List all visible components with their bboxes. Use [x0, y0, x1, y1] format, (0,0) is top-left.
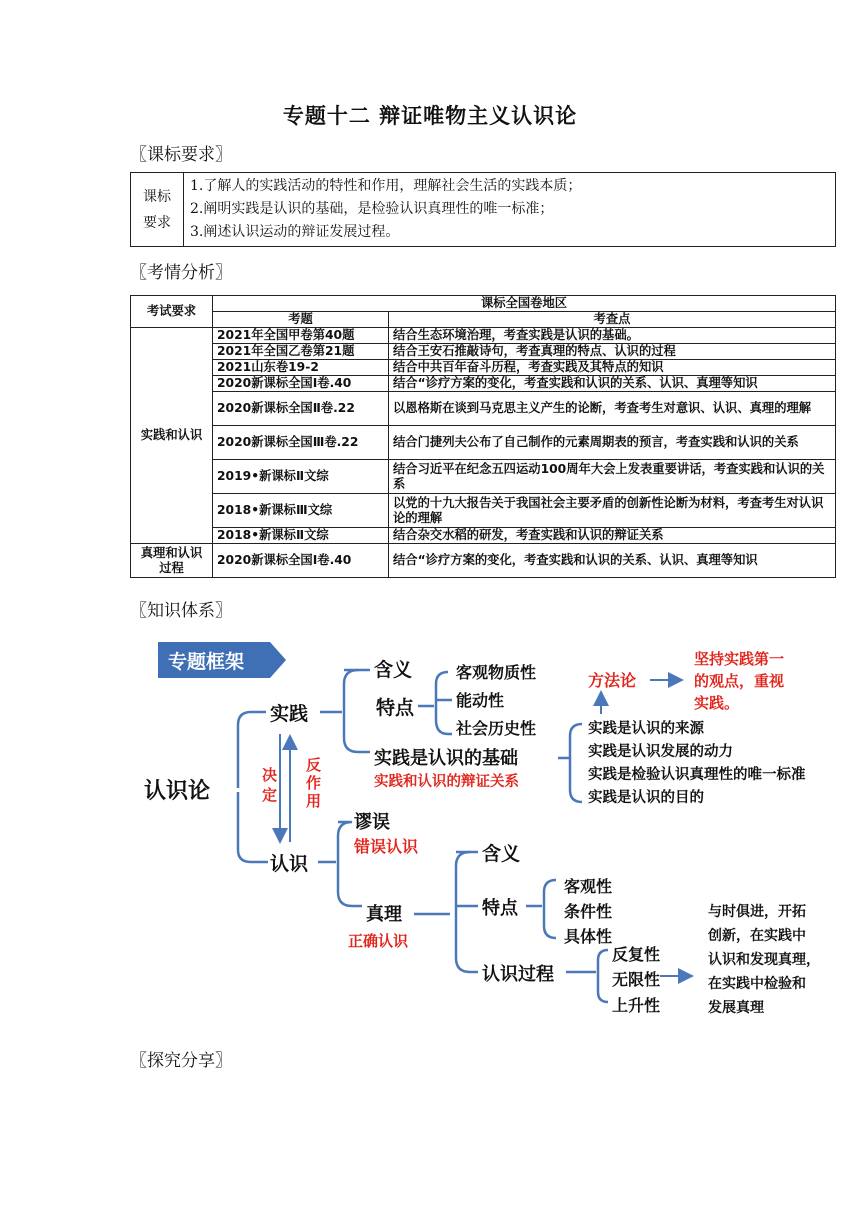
basis-item: 实践是认识发展的动力: [588, 744, 733, 760]
topic-cell: 2021山东卷19-2: [213, 360, 389, 376]
point-cell: 结合习近平在纪念五四运动100周年大会上发表重要讲话，考查实践和认识的关系: [389, 460, 836, 494]
react-label: 反作用: [306, 756, 322, 810]
knowledge-diagram: [130, 630, 836, 1025]
table-row: [131, 344, 836, 360]
process-item: 无限性: [612, 970, 661, 989]
point-cell: 结合中共百年奋斗历程，考查实践及其特点的知识: [389, 360, 836, 376]
fallacy-subtitle: 错误认识: [354, 837, 419, 856]
banner-label: 专题框架: [168, 651, 245, 673]
table-row: [131, 360, 836, 376]
topic-cell: 2020新课标全国Ⅲ卷.22: [213, 426, 389, 460]
table-row: [131, 426, 836, 460]
point-cell: 结合“诊疗方案的变化，考查实践和认识的关系、认识、真理等知识: [389, 544, 836, 578]
topic-cell: 2018•新课标Ⅱ文综: [213, 528, 389, 544]
section-curriculum-heading: 〖课标要求〗: [130, 145, 232, 165]
basis-item: 实践是认识的目的: [588, 790, 704, 806]
truth-features: 特点: [482, 898, 518, 919]
point-cell: 以党的十九大报告关于我国社会主要矛盾的创新性论断为材料，考查考生对认识论的理解: [389, 494, 836, 528]
point-cell: 结合生态环境治理，考查实践是认识的基础。: [389, 328, 836, 344]
header-requirement: 考试要求: [131, 296, 213, 328]
header-topic: 考题: [213, 312, 389, 328]
table-row: [131, 392, 836, 426]
topic-cell: 2018•新课标Ⅲ文综: [213, 494, 389, 528]
method-text-line: 坚持实践第一: [694, 650, 785, 668]
exam-table: [130, 295, 836, 578]
basis-item: 实践是认识的来源: [588, 721, 704, 737]
table-row: [131, 460, 836, 494]
connector: [436, 672, 452, 734]
method-text-line: 的观点，重视: [694, 672, 785, 690]
table-row: [131, 376, 836, 392]
practice-features: 特点: [376, 697, 415, 719]
practice-node: 实践: [270, 703, 309, 725]
connector: [544, 880, 556, 938]
basis-node: 实践是认识的基础: [374, 748, 518, 769]
requirement-cell: 实践和认识: [131, 328, 213, 544]
connector: [344, 670, 370, 752]
section-explore-heading: 〖探究分享〗: [130, 1051, 232, 1071]
truth-meaning: 含义: [482, 843, 521, 865]
curriculum-item: 2.阐明实践是认识的基础，是检验认识真理性的唯一标准；: [190, 201, 554, 217]
point-cell: 结合门捷列夫公布了自己制作的元素周期表的预言，考查实践和认识的关系: [389, 426, 836, 460]
process-text-line: 发展真理: [708, 1000, 764, 1016]
truth-subtitle: 正确认识: [348, 932, 409, 950]
table-row: [131, 328, 836, 344]
connector: [570, 724, 582, 802]
point-cell: 以恩格斯在谈到马克思主义产生的论断，考查考生对意识、认识、真理的理解: [389, 392, 836, 426]
point-cell: 结合杂交水稻的研发，考查实践和认识的辩证关系: [389, 528, 836, 544]
header-point: 考查点: [389, 312, 836, 328]
curriculum-item: 3.阐述认识运动的辩证发展过程。: [190, 224, 400, 240]
point-cell: 结合王安石推敲诗句，考查真理的特点、认识的过程: [389, 344, 836, 360]
process-item: 上升性: [612, 996, 661, 1015]
truth-feature-item: 具体性: [564, 927, 613, 946]
process-text-line: 创新，在实践中: [708, 928, 806, 944]
topic-cell: 2021年全国甲卷第40题: [213, 328, 389, 344]
method-node: 方法论: [588, 671, 637, 690]
topic-cell: 2020新课标全国Ⅰ卷.40: [213, 376, 389, 392]
requirement-cell: 真理和认识过程: [131, 544, 213, 578]
feature-item: 社会历史性: [456, 719, 537, 738]
header-region: 课标全国卷地区: [213, 296, 836, 312]
page-title: 专题十二 辩证唯物主义认识论: [282, 103, 578, 128]
basis-subtitle: 实践和认识的辩证关系: [374, 774, 519, 790]
table-row: [131, 528, 836, 544]
connector: [456, 852, 478, 972]
feature-item: 能动性: [456, 691, 505, 710]
connector: [338, 822, 362, 906]
feature-item: 客观物质性: [456, 663, 537, 682]
table-row: [131, 544, 836, 578]
process-text-line: 与时俱进，开拓: [708, 904, 806, 920]
method-text-line: 实践。: [694, 694, 740, 712]
practice-meaning: 含义: [374, 659, 413, 681]
root-node: 认识论: [144, 779, 211, 804]
decide-label: 决定: [262, 766, 278, 804]
table-row: [131, 494, 836, 528]
topic-cell: 2021年全国乙卷第21题: [213, 344, 389, 360]
fallacy-node: 谬误: [354, 812, 390, 833]
topic-cell: 2020新课标全国Ⅰ卷.40: [213, 544, 389, 578]
section-knowledge-heading: 〖知识体系〗: [130, 601, 232, 621]
curriculum-label: 课标 要求: [131, 173, 184, 247]
truth-node: 真理: [366, 904, 402, 925]
topic-cell: 2020新课标全国Ⅱ卷.22: [213, 392, 389, 426]
truth-feature-item: 条件性: [564, 902, 613, 921]
point-cell: 结合“诊疗方案的变化，考查实践和认识的关系、认识、真理等知识: [389, 376, 836, 392]
cognition-node: 认识: [270, 853, 309, 875]
process-text-line: 认识和发现真理，: [708, 952, 820, 968]
basis-item: 实践是检验认识真理性的唯一标准: [588, 767, 806, 783]
curriculum-items: [184, 173, 836, 247]
process-item: 反复性: [612, 945, 661, 964]
truth-feature-item: 客观性: [564, 877, 613, 896]
curriculum-table: [130, 172, 836, 247]
curriculum-item: 1.了解人的实践活动的特性和作用，理解社会生活的实践本质；: [190, 178, 582, 194]
connector: [598, 950, 608, 1002]
process-text-line: 在实践中检验和: [708, 976, 806, 992]
topic-cell: 2019•新课标Ⅱ文综: [213, 460, 389, 494]
section-analysis-heading: 〖考情分析〗: [130, 263, 232, 283]
process-node: 认识过程: [482, 964, 554, 985]
